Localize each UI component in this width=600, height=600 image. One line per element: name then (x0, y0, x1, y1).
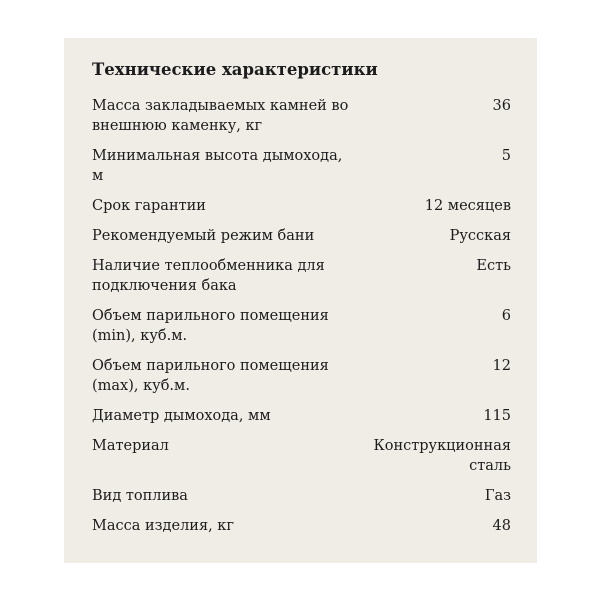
specs-title: Технические характеристики (92, 60, 378, 79)
spec-label: Срок гарантии (92, 198, 206, 214)
spec-row (92, 436, 511, 476)
spec-row (92, 516, 511, 536)
spec-value: Русская (449, 228, 511, 244)
spec-row (92, 406, 511, 426)
spec-value: 6 (501, 308, 511, 324)
spec-value: 115 (483, 408, 511, 424)
specs-card (64, 38, 537, 563)
spec-label: Рекомендуемый режим бани (92, 228, 315, 244)
spec-value: 12 (492, 358, 511, 374)
spec-value: 5 (501, 148, 511, 164)
spec-row (92, 356, 511, 396)
spec-value: 36 (492, 98, 511, 114)
spec-label: Масса закладываемых камней во внешнюю каменку, кг (92, 98, 349, 134)
spec-value: Есть (476, 258, 511, 274)
spec-row (92, 256, 511, 296)
spec-label: Вид топлива (92, 488, 188, 504)
spec-label: Объем парильного помещения (min), куб.м. (92, 308, 329, 344)
spec-value: 12 месяцев (424, 198, 511, 214)
spec-value: Конструкционная сталь (373, 438, 511, 474)
spec-row (92, 146, 511, 186)
spec-row (92, 306, 511, 346)
spec-label: Масса изделия, кг (92, 518, 234, 534)
spec-label: Минимальная высота дымохода, м (92, 148, 343, 184)
spec-value: Газ (484, 488, 511, 504)
spec-value: 48 (492, 518, 511, 534)
specs-list (92, 96, 511, 546)
spec-row (92, 196, 511, 216)
spec-label: Объем парильного помещения (max), куб.м. (92, 358, 329, 394)
spec-row (92, 486, 511, 506)
spec-label: Наличие теплообменника для подключения бака (92, 258, 325, 294)
spec-label: Материал (92, 438, 169, 454)
spec-label: Диаметр дымохода, мм (92, 408, 271, 424)
spec-row (92, 96, 511, 136)
spec-row (92, 226, 511, 246)
